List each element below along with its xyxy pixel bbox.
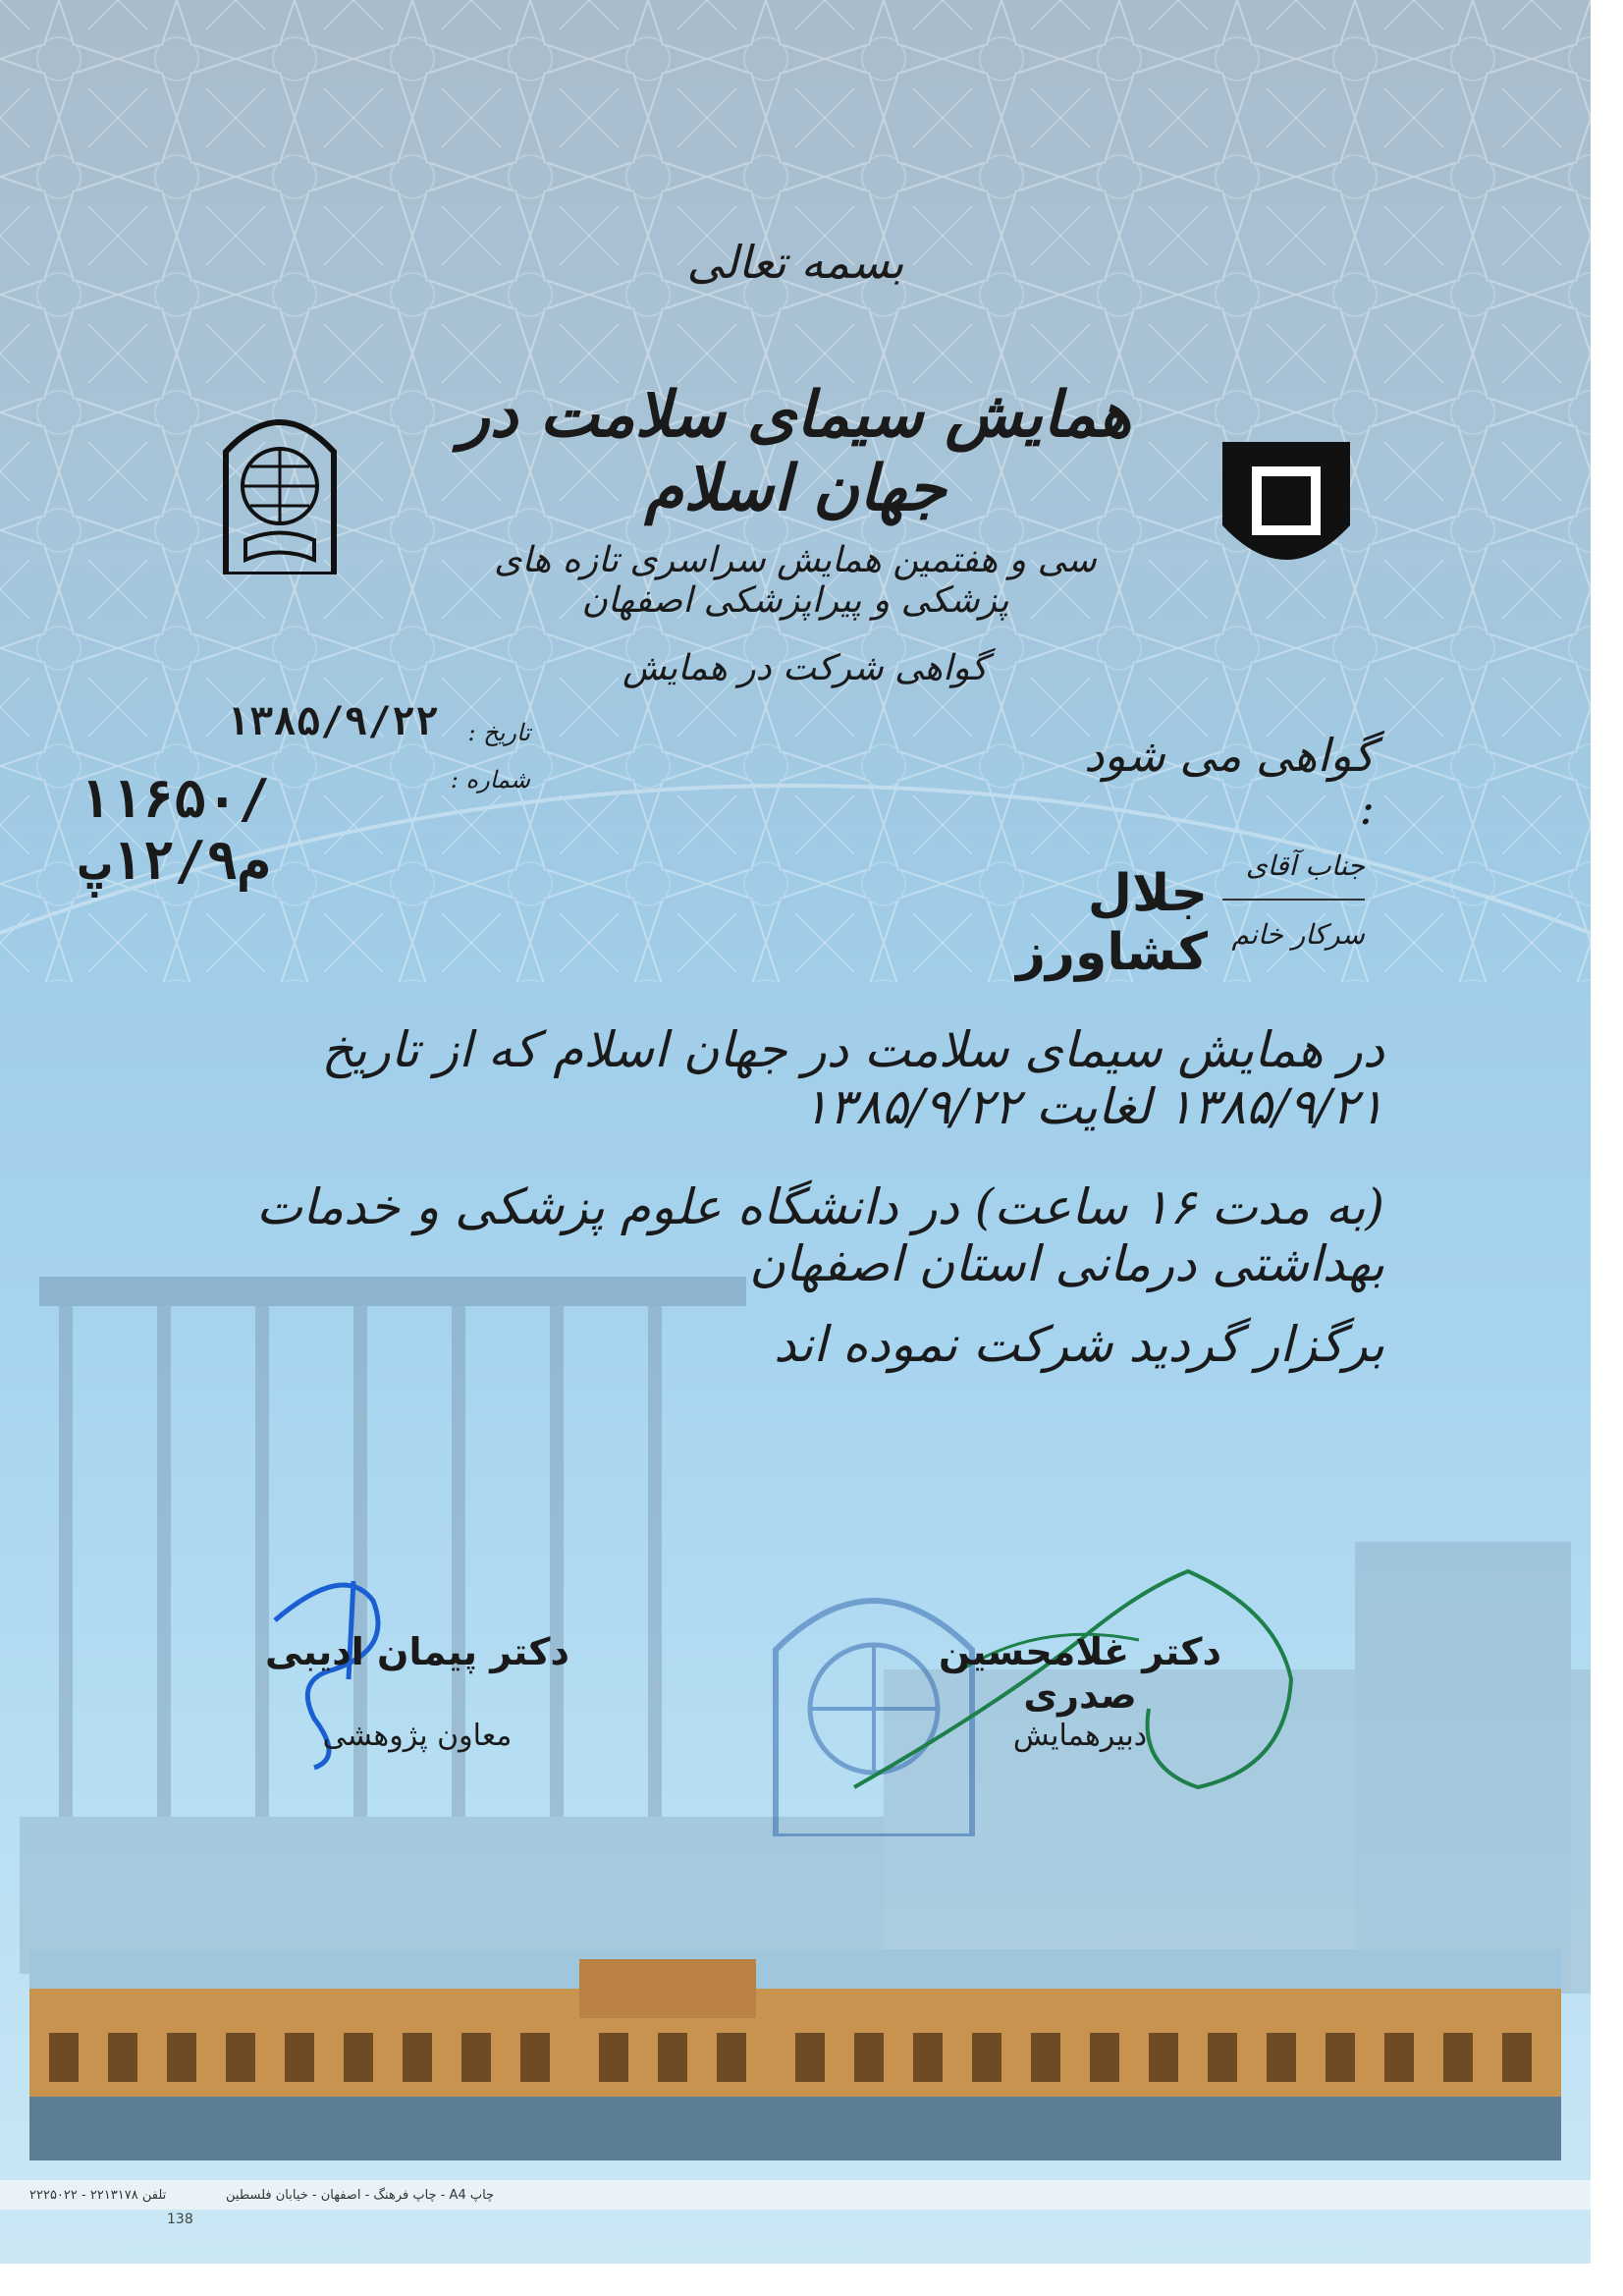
reference-number: ۱۱۶۵۰/م۱۲/۹پ [79,768,271,892]
honorific-male: جناب آقای [1245,849,1365,882]
page-number: 138 [167,2212,193,2227]
footer-phone: ۲۲۲۵۰۲۲ - ۲۲۱۳۱۷۸ تلفن [29,2188,167,2203]
conference-subtitle: سی و هفتمین همایش سراسری تازه های پزشکی و پیراپزشکی اصفهان [494,540,1097,621]
footer-printer: چاپ A4 - چاپ فرهنگ - اصفهان - خیابان فلسطین [226,2188,495,2203]
conference-title: همایش سیمای سلامت در جهان اسلام [459,378,1132,525]
number-label: شماره : [450,766,530,793]
print-footer [0,2180,1591,2210]
conference-logo [206,393,353,574]
signatory-left-role: معاون پژوهشی [322,1719,513,1753]
signatory-right-role: دبیرهمایش [1012,1719,1148,1753]
bridge-photo [29,1949,1561,2160]
signatory-right-name: دکتر غلامحسین صدری [938,1630,1222,1717]
certificate-label: گواهی شرکت در همایش [622,648,988,688]
recipient-name: جلال کشاورز [1016,864,1208,982]
university-logo [1208,398,1365,614]
signatory-left-name: دکتر پیمان ادیبی [265,1630,569,1673]
bismillah-heading: بسمه تعالی [686,236,904,289]
body-line-2: (به مدت ۱۶ ساعت) در دانشگاه علوم پزشکی و خدمات بهداشتی درمانی استان اصفهان [255,1178,1384,1292]
date-label: تاریخ : [467,719,530,746]
body-line-3: برگزار گردید شرکت نموده اند [774,1316,1384,1373]
certify-heading: گواهی می شود : [1083,729,1375,835]
date-value: ۱۳۸۵/۹/۲۲ [226,699,439,744]
body-line-1: در همایش سیمای سلامت در جهان اسلام که از تاریخ ۱۳۸۵/۹/۲۱ لغایت ۱۳۸۵/۹/۲۲ [321,1021,1384,1135]
honorific-female: سرکار خانم [1231,918,1365,951]
honorific-divider [1222,899,1365,901]
